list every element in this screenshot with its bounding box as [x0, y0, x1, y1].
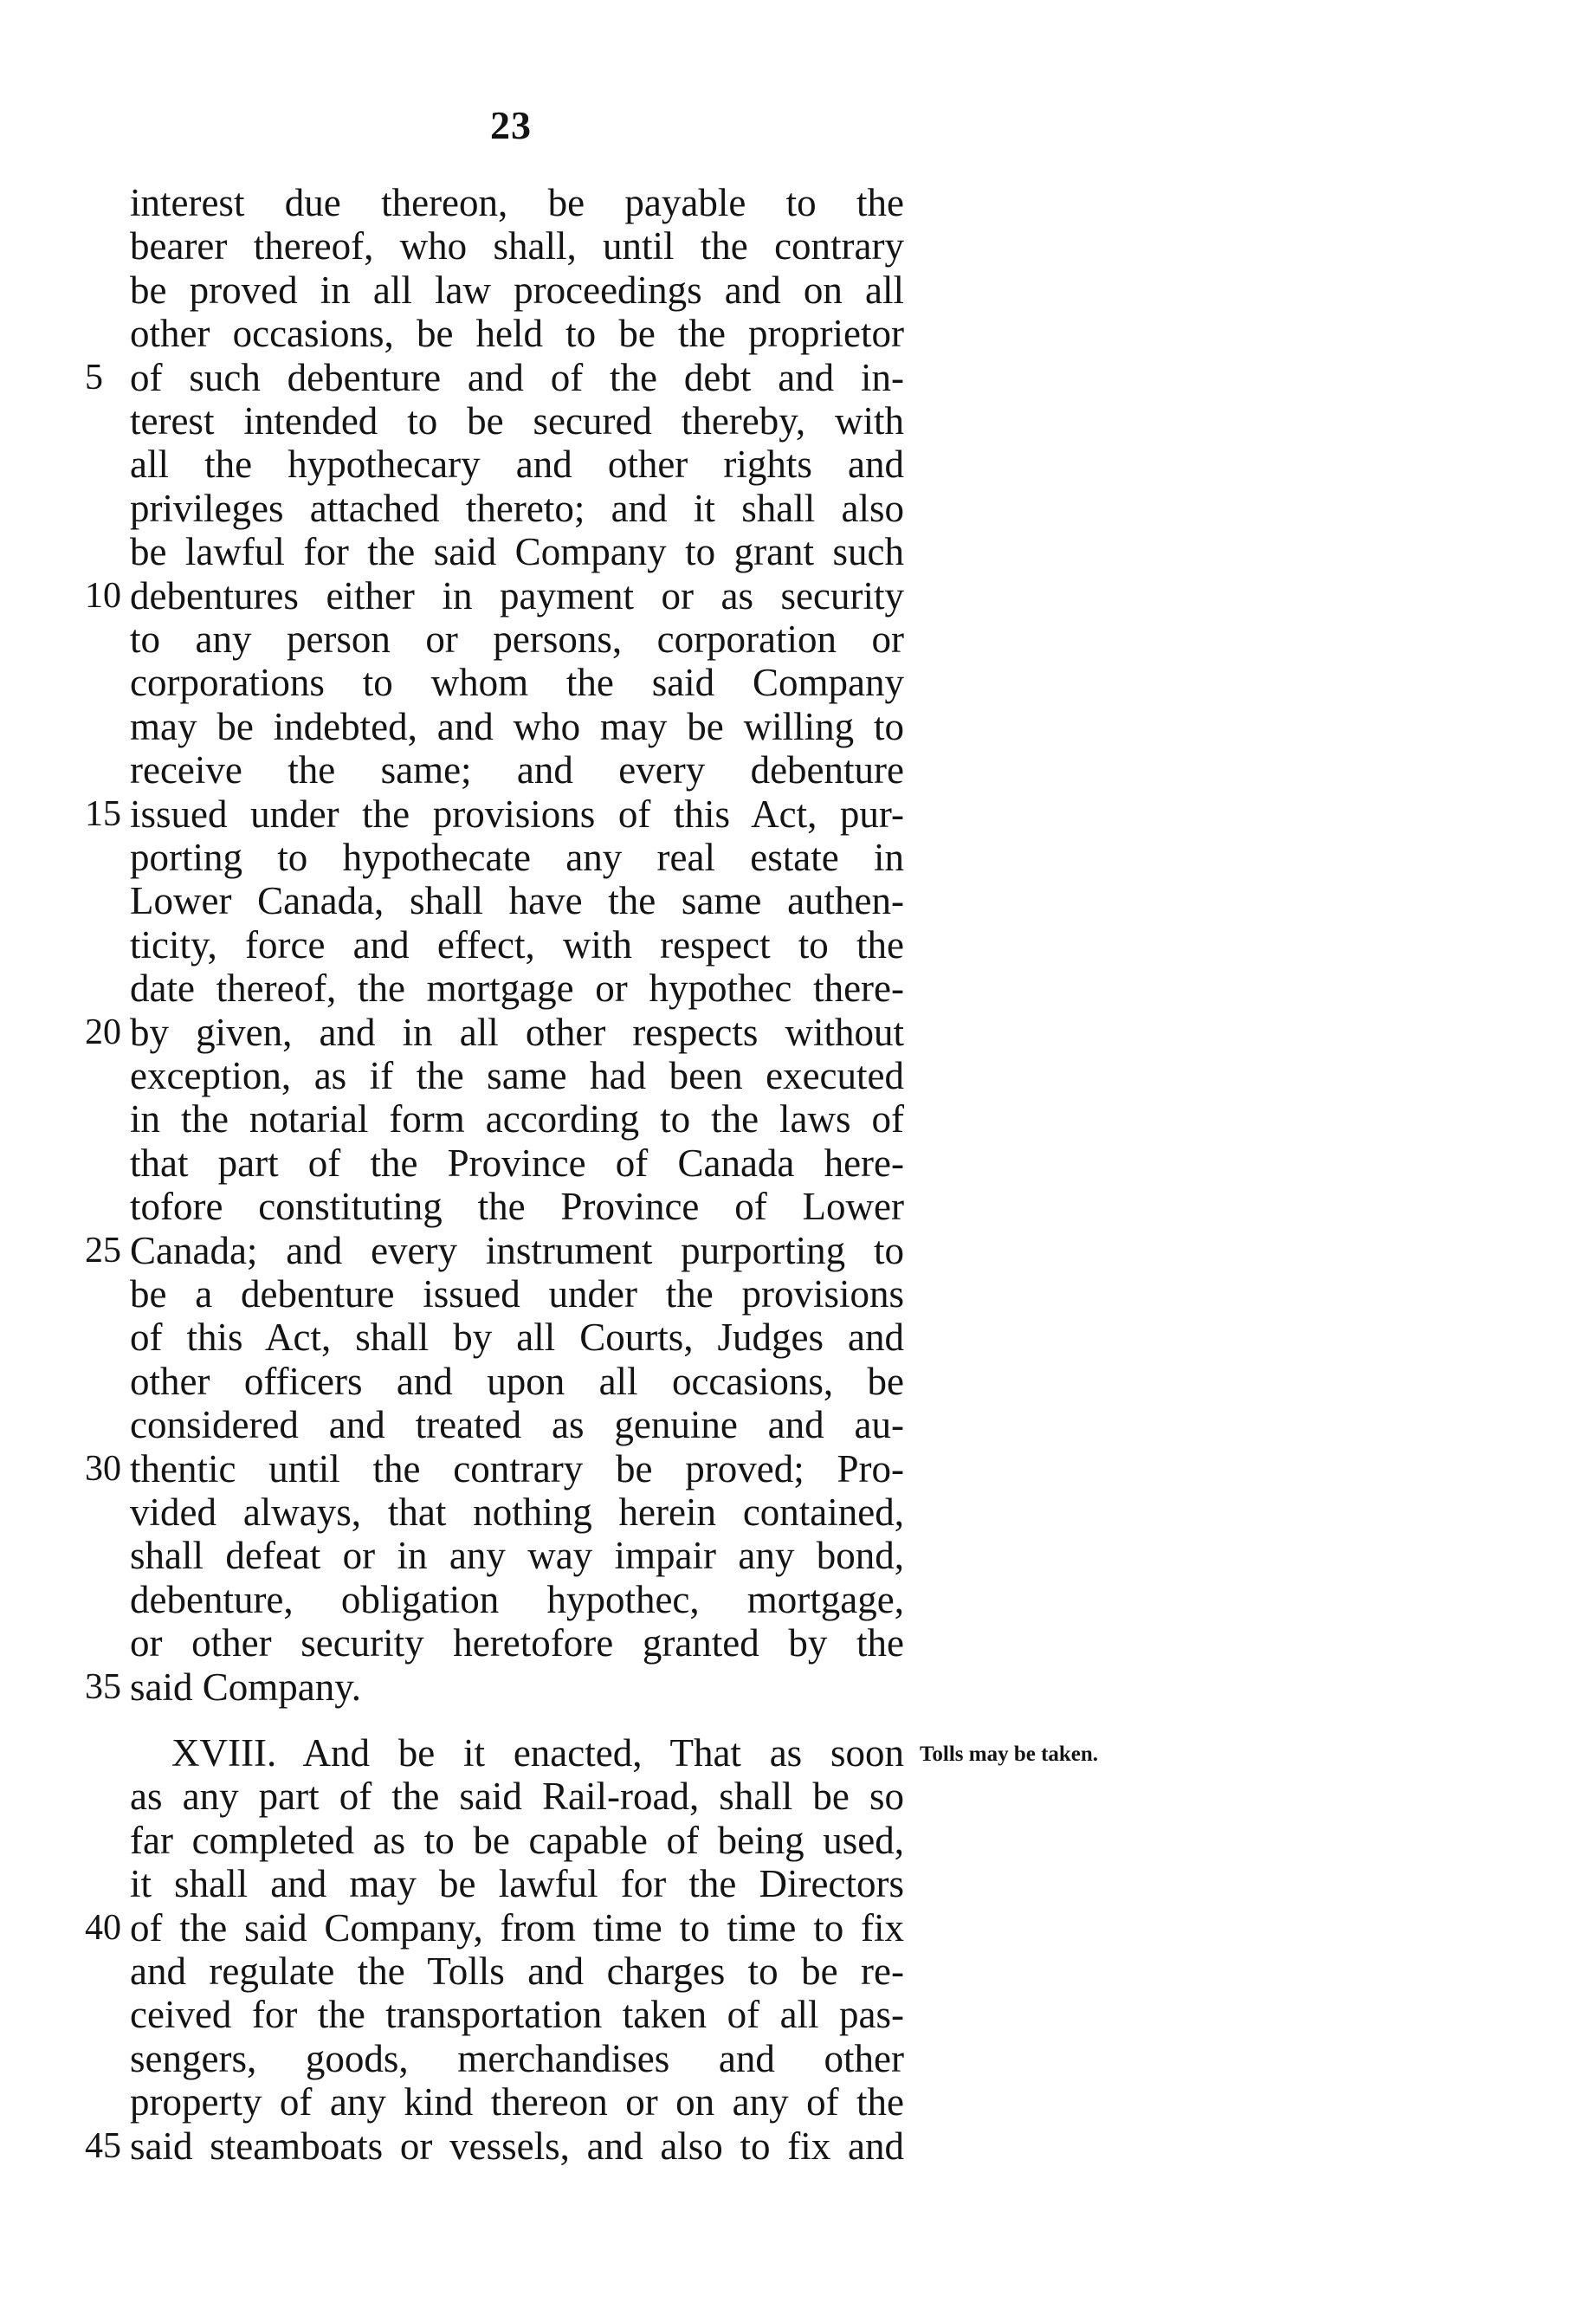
text-line: other occasions, be held to be the proprietor: [130, 312, 904, 356]
text-line: other officers and upon all occasions, be: [130, 1359, 904, 1403]
text-line: it shall and may be lawful for the Directors: [130, 1862, 904, 1906]
text-line: sengers, goods, merchandises and other: [130, 2036, 904, 2080]
text-line: ceived for the transportation taken of all pas-: [130, 1993, 904, 2037]
line-number: 5: [85, 357, 103, 398]
text-line: debentures either in payment or as security: [130, 573, 904, 618]
text-line: thentic until the contrary be proved; Pro-: [130, 1446, 904, 1490]
text-line: Lower Canada, shall have the same authen-: [130, 879, 904, 923]
text-line: tofore constituting the Province of Lower: [130, 1185, 904, 1229]
line-number: 20: [85, 1012, 121, 1052]
line-number: 40: [85, 1907, 121, 1948]
text-line: and regulate the Tolls and charges to be re-: [130, 1950, 904, 1993]
text-line: bearer thereof, who shall, until the contrary: [130, 224, 904, 268]
text-line: be proved in all law proceedings and on all: [130, 268, 904, 312]
text-line: of such debenture and of the debt and in-: [130, 355, 904, 399]
text-line: ticity, force and effect, with respect to the: [130, 922, 904, 967]
text-line: far completed as to be capable of being used,: [130, 1818, 904, 1862]
text-line: of this Act, shall by all Courts, Judges and: [130, 1316, 904, 1360]
text-line: receive the same; and every debenture: [130, 748, 904, 792]
text-line: in the notarial form according to the laws of: [130, 1097, 904, 1141]
text-line: of the said Company, from time to time to fix: [130, 1905, 904, 1950]
text-line: shall defeat or in any way impair any bond,: [130, 1534, 904, 1578]
text-line: exception, as if the same had been executed: [130, 1054, 904, 1097]
line-number: 25: [85, 1230, 121, 1271]
text-line: Canada; and every instrument purporting to: [130, 1228, 904, 1272]
text-line: said steamboats or vessels, and also to fix and: [130, 2124, 904, 2168]
text-line: as any part of the said Rail-road, shall be so: [130, 1775, 904, 1819]
text-line: property of any kind thereon or on any of the: [130, 2080, 904, 2124]
text-line: considered and treated as genuine and au-: [130, 1403, 904, 1447]
line-number: 10: [85, 575, 121, 616]
text-line: date thereof, the mortgage or hypothec there-: [130, 967, 904, 1011]
text-line: said Company.: [130, 1665, 362, 1709]
text-line: debenture, obligation hypothec, mortgage,: [130, 1577, 904, 1621]
line-number: 45: [85, 2125, 121, 2166]
text-line: may be indebted, and who may be willing to: [130, 704, 904, 748]
text-line: corporations to whom the said Company: [130, 661, 904, 705]
text-line: issued under the provisions of this Act, pur-: [130, 792, 904, 836]
line-number: 35: [85, 1666, 121, 1707]
text-line: porting to hypothecate any real estate in: [130, 836, 904, 879]
text-line: to any person or persons, corporation or: [130, 618, 904, 661]
text-line: be lawful for the said Company to grant such: [130, 530, 904, 574]
text-line: XVIII. And be it enacted, That as soon: [171, 1731, 904, 1775]
line-number: 30: [85, 1448, 121, 1489]
text-line: that part of the Province of Canada here-: [130, 1141, 904, 1185]
text-line: interest due thereon, be payable to the: [130, 181, 904, 224]
text-line: all the hypothecary and other rights and: [130, 443, 904, 487]
text-line: privileges attached thereto; and it shall also: [130, 486, 904, 530]
page-number: 23: [490, 103, 532, 147]
line-number: 15: [85, 793, 121, 834]
margin-note: Tolls may be taken.: [920, 1743, 1099, 1766]
text-line: or other security heretofore granted by the: [130, 1621, 904, 1665]
text-line: be a debenture issued under the provisions: [130, 1272, 904, 1316]
text-line: by given, and in all other respects without: [130, 1010, 904, 1054]
text-line: vided always, that nothing herein contained,: [130, 1490, 904, 1534]
text-line: terest intended to be secured thereby, with: [130, 399, 904, 443]
